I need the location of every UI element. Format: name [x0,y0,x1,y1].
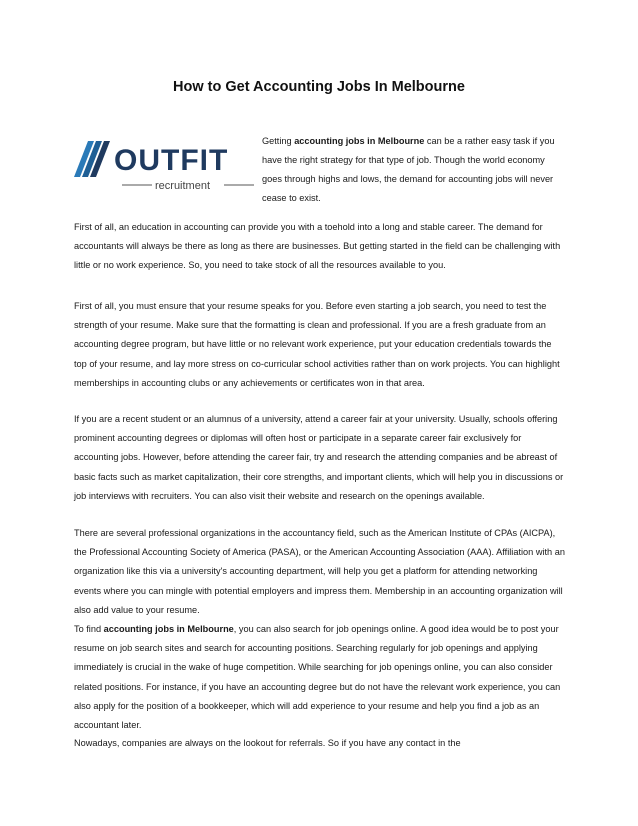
logo-brand-text: OUTFIT [114,144,229,177]
page-title: How to Get Accounting Jobs In Melbourne [173,79,465,95]
logo-tagline-text: recruitment [155,180,211,192]
online-search-keyword: accounting jobs in Melbourne [103,624,234,634]
paragraph-education: First of all, an education in accounting can provide you with a toehold into a long and stable career. The demand for accountants will always be there as long as there are businesses. But getting started in the field can be challenging with little or no work experience. So, you need to take stock of all the resources available to you. [74,222,561,271]
paragraph-organizations: There are several professional organizations in the accountancy field, such as the American Institute of CPAs (AICPA), the Professional Accounting Society of America (PASA), or the American Accounting Association (AAA). Affiliation with an organization like this via a university's accounting department, will help you get a platform for attending networking events where you can mingle with potential employers and impress them. Membership in an accounting organization will also add value to your resume. [74,528,565,615]
stripes-icon [74,141,110,177]
paragraph-resume: First of all, you must ensure that your resume speaks for you. Before even starting a job search, you need to test the strength of your resume. Make sure that the formatting is clean and professional. If you are a fresh graduate from an accounting degree program, but have little or no relevant work experience, put your education credentials towards the top of your resume, and lay more stress on co-curricular school activities rather than on work projects. You can highlight memberships in accounting clubs or any achievements or certificates won in that area. [74,301,560,388]
paragraph-career-fair: If you are a recent student or an alumnus of a university, attend a career fair at your university. Usually, schools offering prominent accounting degrees or diplomas will often host or participate in a separate career fair exclusively for accounting jobs. However, before attending the career fair, try and research the attending companies and be abreast of basic facts such as market capitalization, their core strengths, and important clients, which will help you in discussions or job interviews with recruiters. You can also visit their website and research on the openings available. [74,414,564,501]
intro-paragraph: Getting accounting jobs in Melbourne can be a rather easy task if you have the right strategy for that type of job. Though the world economy goes through highs and lows, the demand for accounting jobs will never cease to exist. [262,136,555,203]
paragraph-referrals: Nowadays, companies are always on the lookout for referrals. So if you have any contact in the [74,738,461,748]
outfit-recruitment-logo [74,137,264,197]
paragraph-online-search: To find accounting jobs in Melbourne, you can also search for job openings online. A good idea would be to post your resume on job search sites and search for accounting positions. Searching regularly for job openings and applying immediately is crucial in the wake of huge competition. While searching for job openings online, you can also consider related positions. For instance, if you have an accounting degree but do not have the relevant work experience, you can also apply for the position of a bookkeeper, which will add experience to your resume and help you find a job as an accountant later. [74,624,561,731]
intro-keyword: accounting jobs in Melbourne [294,136,425,146]
